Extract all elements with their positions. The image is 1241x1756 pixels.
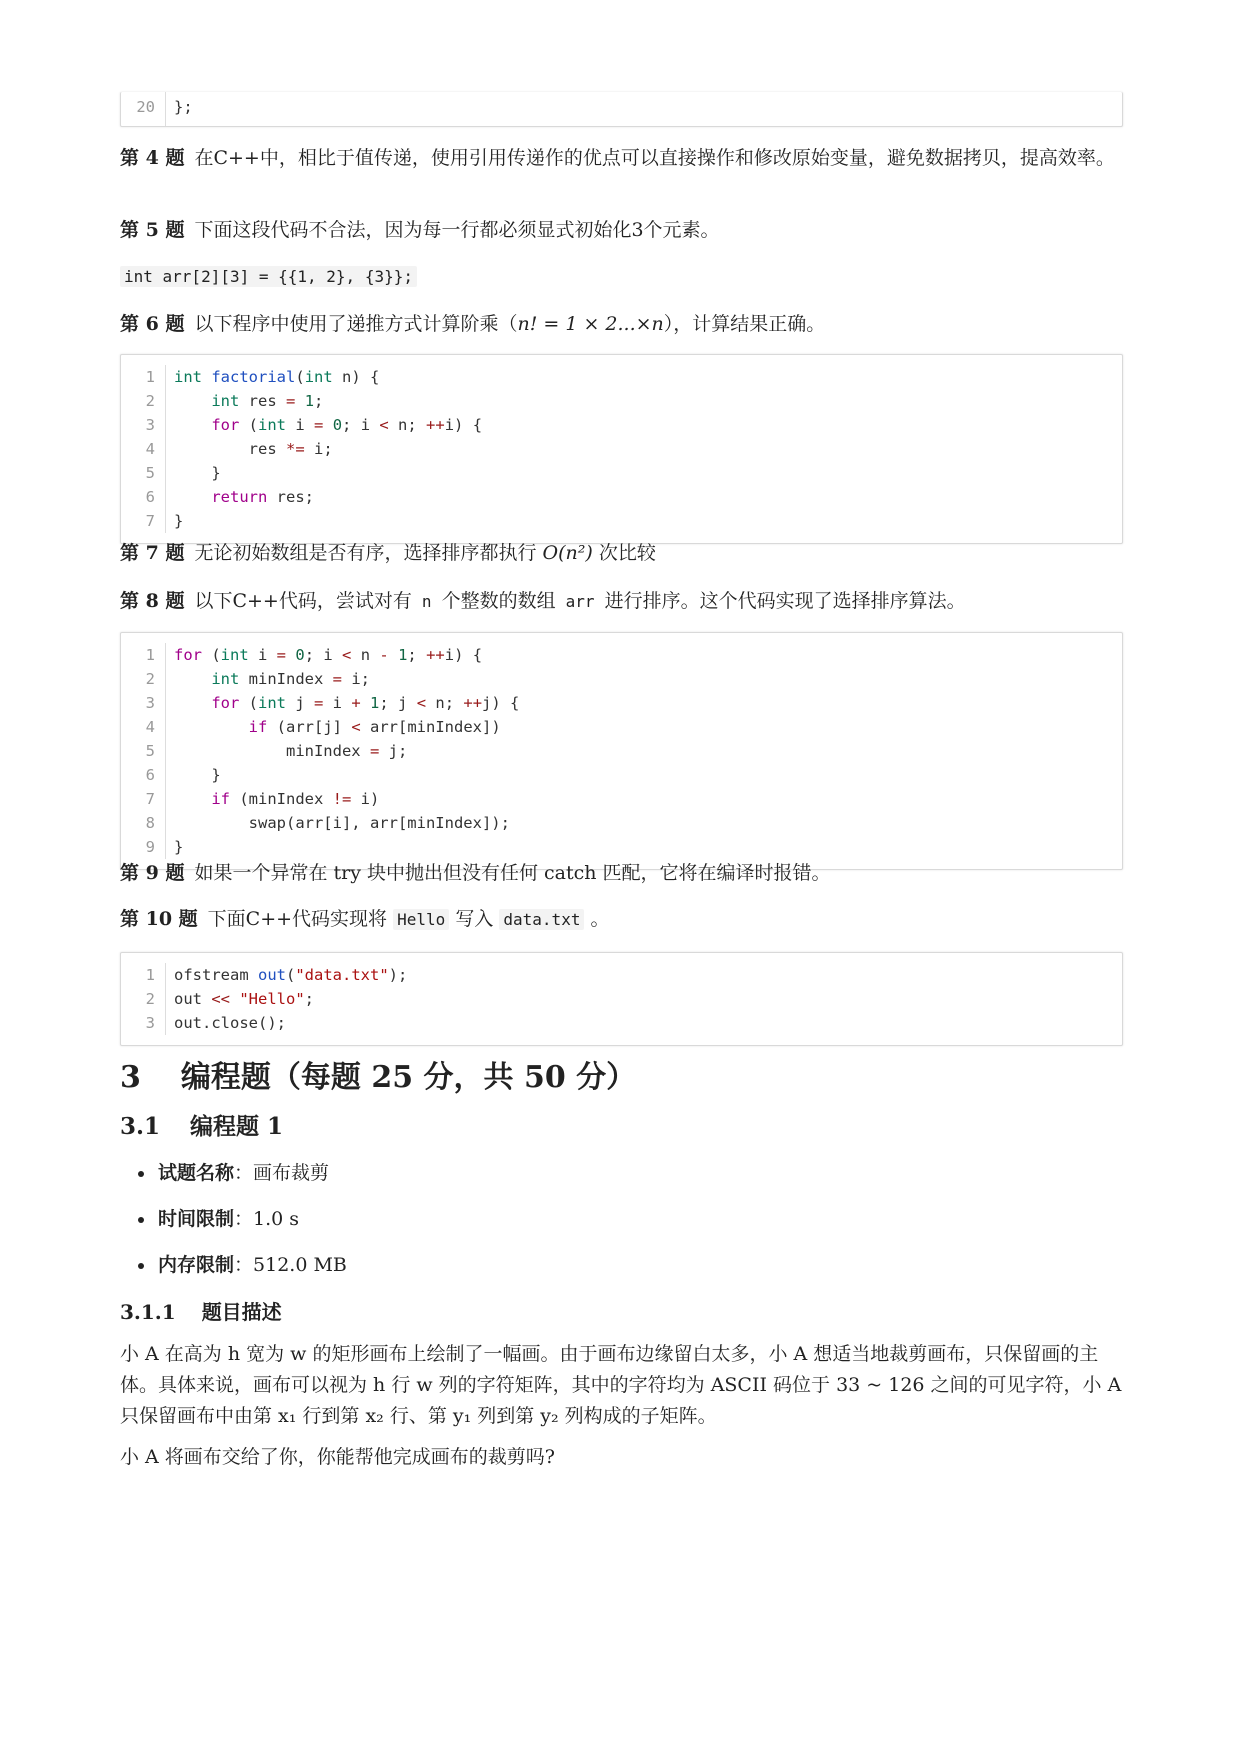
- question-number: 第 4 题: [120, 147, 185, 169]
- line-number: 2: [121, 987, 166, 1011]
- bullet-value: 画布裁剪: [253, 1162, 330, 1184]
- code-text: out << "Hello";: [174, 990, 315, 1008]
- section-heading-3-1-1: [120, 1296, 282, 1325]
- line-number: 8: [121, 811, 166, 835]
- code-text: for (int i = 0; i < n - 1; ++i) {: [174, 646, 483, 664]
- code-text: ofstream out("data.txt");: [174, 966, 408, 984]
- line-number: 2: [121, 389, 166, 413]
- question-text-end: 进行排序。这个代码实现了选择排序算法。: [604, 590, 966, 612]
- code-block-ofstream: [120, 952, 1123, 1046]
- line-number: 1: [121, 643, 166, 667]
- line-number: 20: [121, 92, 166, 126]
- code-line: [121, 739, 1122, 763]
- code-text: }: [174, 838, 184, 856]
- question-9: [120, 857, 1123, 890]
- code-block-selection-sort: [120, 632, 1123, 870]
- var-arr: arr: [565, 592, 595, 611]
- question-text: 下面C++代码实现将: [207, 908, 388, 930]
- code-text: int res = 1;: [211, 392, 324, 410]
- problem-question: 小 A 将画布交给了你，你能帮他完成画布的裁剪吗?: [120, 1446, 555, 1468]
- complexity-formula: O(n²): [542, 542, 593, 564]
- question-text: 以下程序中使用了递推方式计算阶乘（: [194, 313, 518, 335]
- section-number: 3.1.1: [120, 1300, 176, 1324]
- question-text: 以下C++代码，尝试对有: [194, 590, 412, 612]
- question-number: 第 10 题: [120, 908, 198, 930]
- code-block-top: [120, 92, 1123, 127]
- bullet-value: 512.0 MB: [253, 1254, 347, 1276]
- code-line: [121, 509, 1122, 533]
- code-text: int minIndex = i;: [211, 670, 370, 688]
- code-line: [121, 437, 1122, 461]
- code-line: [121, 643, 1122, 667]
- code-text: };: [174, 98, 193, 116]
- code-text: if (arr[j] < arr[minIndex]): [248, 718, 501, 736]
- line-number: 3: [121, 691, 166, 715]
- line-number: 3: [121, 1011, 166, 1035]
- code-text: swap(arr[i], arr[minIndex]);: [174, 814, 510, 832]
- problem-description: 小 A 在高为 h 宽为 w 的矩形画布上绘制了一幅画。由于画布边缘留白太多，小 A 想适当地裁剪画布，只保留画的主体。具体来说，画布可以视为 h 行 w 列的字符矩阵，其中的字符均为 ASCII 码位于 33 ~ 126 之间的可见字符，小 A 只保留画布中由第 x₁ 行到第 x₂ 行、第 y₁ 列到第 y₂ 列构成的子矩阵。: [120, 1343, 1122, 1427]
- inline-code-q5: [120, 260, 1123, 293]
- question-4: [120, 142, 1123, 175]
- code-block-factorial: [120, 354, 1123, 544]
- code-text: minIndex = j;: [174, 742, 408, 760]
- bullet-dot: [138, 1263, 144, 1269]
- question-6: [120, 308, 1123, 341]
- section-number: 3.1: [120, 1113, 161, 1140]
- bullet-label: 试题名称: [158, 1162, 235, 1184]
- question-8: [120, 585, 1123, 618]
- code-text: }: [174, 766, 221, 784]
- section-heading-3: [120, 1052, 636, 1096]
- bullet-item: 试题名称：画布裁剪: [138, 1158, 329, 1185]
- line-number: 7: [121, 787, 166, 811]
- question-number: 第 8 题: [120, 590, 185, 612]
- code-line: [121, 413, 1122, 437]
- question-text-end: 。: [590, 908, 610, 930]
- code-text: out.close();: [174, 1014, 286, 1032]
- line-number: 4: [121, 715, 166, 739]
- question-number: 第 5 题: [120, 219, 185, 241]
- code-line: [121, 461, 1122, 485]
- question-text-end: 次比较: [598, 542, 656, 564]
- question-text: 下面这段代码不合法，因为每一行都必须显式初始化3个元素。: [194, 219, 720, 241]
- code-line: [121, 715, 1122, 739]
- code-text: for (int j = i + 1; j < n; ++j) {: [211, 694, 520, 712]
- question-text: 如果一个异常在 try 块中抛出但没有任何 catch 匹配，它将在编译时报错。: [194, 862, 831, 884]
- code-line: [121, 485, 1122, 509]
- question-10: [120, 903, 1123, 936]
- question-number: 第 6 题: [120, 313, 185, 335]
- line-number: 4: [121, 437, 166, 461]
- question-text: 无论初始数组是否有序，选择排序都执行: [194, 542, 537, 564]
- code-line: [121, 963, 1122, 987]
- bullet-value: 1.0 s: [253, 1208, 300, 1230]
- code-line: [121, 92, 1122, 126]
- bullet-dot: [138, 1171, 144, 1177]
- line-number: 9: [121, 835, 166, 859]
- code-line: [121, 365, 1122, 389]
- code-line: [121, 691, 1122, 715]
- section-number: 3: [120, 1060, 141, 1095]
- question-text: 在C++中，相比于值传递，使用引用传递作的优点可以直接操作和修改原始变量，避免数据拷贝，提高效率。: [194, 147, 1115, 169]
- bullet-item: 内存限制：512.0 MB: [138, 1250, 347, 1277]
- code-line: [121, 667, 1122, 691]
- line-number: 6: [121, 485, 166, 509]
- question-text-mid: 个整数的数组: [441, 590, 556, 612]
- section-title: 编程题 1: [190, 1113, 284, 1140]
- line-number: 5: [121, 739, 166, 763]
- question-text-end: ），计算结果正确。: [663, 313, 826, 335]
- filename-literal: data.txt: [499, 909, 584, 930]
- code-text: }: [174, 512, 184, 530]
- code-lines: [121, 365, 1122, 533]
- bullet-dot: [138, 1217, 144, 1223]
- question-7: [120, 537, 1123, 570]
- code-line: [121, 763, 1122, 787]
- line-number: 1: [121, 365, 166, 389]
- line-number: 2: [121, 667, 166, 691]
- question-number: 第 9 题: [120, 862, 185, 884]
- code-text: for (int i = 0; i < n; ++i) {: [211, 416, 483, 434]
- array-init-code: int arr[2][3] = {{1, 2}, {3}};: [120, 266, 417, 287]
- line-number: 3: [121, 413, 166, 437]
- line-number: 6: [121, 763, 166, 787]
- question-number: 第 7 题: [120, 542, 185, 564]
- section-title: 题目描述: [201, 1300, 282, 1324]
- factorial-formula: n! = 1 × 2...×n: [517, 313, 664, 335]
- line-number: 5: [121, 461, 166, 485]
- code-text: }: [174, 464, 221, 482]
- section-heading-3-1: [120, 1108, 283, 1141]
- code-text: return res;: [211, 488, 314, 506]
- code-line: [121, 389, 1122, 413]
- var-n: n: [421, 592, 432, 611]
- code-line: [121, 787, 1122, 811]
- hello-literal: Hello: [393, 909, 449, 930]
- code-text: int factorial(int n) {: [174, 368, 380, 386]
- line-number: 1: [121, 963, 166, 987]
- code-line: [121, 835, 1122, 859]
- code-line: [121, 1011, 1122, 1035]
- code-text: if (minIndex != i): [211, 790, 380, 808]
- bullet-item: 时间限制：1.0 s: [138, 1204, 299, 1231]
- code-text: res *= i;: [174, 440, 333, 458]
- code-line: [121, 987, 1122, 1011]
- bullet-label: 时间限制: [158, 1208, 235, 1230]
- question-5: [120, 214, 1123, 247]
- bullet-label: 内存限制: [158, 1254, 235, 1276]
- section-title: 编程题（每题 25 分，共 50 分）: [180, 1060, 637, 1095]
- question-text-mid: 写入: [455, 908, 494, 930]
- code-line: [121, 811, 1122, 835]
- line-number: 7: [121, 509, 166, 533]
